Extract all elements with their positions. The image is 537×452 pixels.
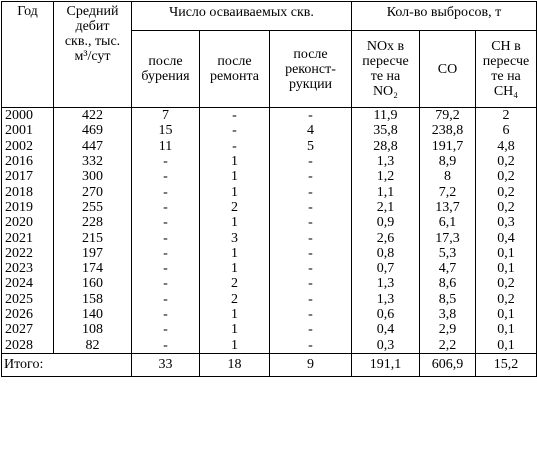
cell-year: 2001 xyxy=(2,123,54,138)
header-ch-line-1: CH в xyxy=(491,39,521,54)
cell-nox: 0,4 xyxy=(352,322,420,337)
totals-ch: 15,2 xyxy=(476,353,537,376)
totals-co: 606,9 xyxy=(420,353,476,376)
cell-drill: - xyxy=(132,154,200,169)
cell-drill: - xyxy=(132,261,200,276)
cell-ch: 0,2 xyxy=(476,169,537,184)
cell-repair: 2 xyxy=(200,200,270,215)
cell-recon: - xyxy=(270,215,352,230)
cell-debit: 469 xyxy=(54,123,132,138)
table-row xyxy=(2,276,537,291)
cell-nox: 0,9 xyxy=(352,215,420,230)
table-body xyxy=(2,108,537,354)
cell-ch: 6 xyxy=(476,123,537,138)
cell-co: 2,9 xyxy=(420,322,476,337)
cell-ch: 2 xyxy=(476,108,537,124)
cell-recon: - xyxy=(270,246,352,261)
cell-repair: - xyxy=(200,108,270,124)
cell-debit: 158 xyxy=(54,292,132,307)
table-row xyxy=(2,108,537,124)
cell-nox: 0,7 xyxy=(352,261,420,276)
cell-co: 6,1 xyxy=(420,215,476,230)
cell-co: 7,2 xyxy=(420,184,476,199)
cell-repair: 1 xyxy=(200,246,270,261)
cell-nox: 2,1 xyxy=(352,200,420,215)
header-co: CO xyxy=(420,31,476,108)
cell-drill: - xyxy=(132,322,200,337)
cell-repair: 2 xyxy=(200,292,270,307)
cell-co: 8,6 xyxy=(420,276,476,291)
cell-debit: 174 xyxy=(54,261,132,276)
table-row xyxy=(2,261,537,276)
cell-year: 2021 xyxy=(2,230,54,245)
cell-ch: 0,1 xyxy=(476,246,537,261)
cell-co: 5,3 xyxy=(420,246,476,261)
cell-repair: - xyxy=(200,123,270,138)
cell-drill: - xyxy=(132,307,200,322)
cell-debit: 197 xyxy=(54,246,132,261)
cell-year: 2023 xyxy=(2,261,54,276)
cell-recon: - xyxy=(270,108,352,124)
cell-debit: 82 xyxy=(54,337,132,353)
cell-nox: 1,2 xyxy=(352,169,420,184)
cell-nox: 1,3 xyxy=(352,276,420,291)
table-row xyxy=(2,154,537,169)
cell-recon: - xyxy=(270,261,352,276)
header-debit-line-2: дебит xyxy=(75,19,110,34)
table-row xyxy=(2,322,537,337)
cell-drill: - xyxy=(132,215,200,230)
table-row xyxy=(2,215,537,230)
cell-recon: - xyxy=(270,337,352,353)
header-after-repair-line-2: ремонта xyxy=(209,69,260,84)
header-nox-line-3: те на xyxy=(370,69,401,84)
table-row xyxy=(2,307,537,322)
cell-drill: - xyxy=(132,292,200,307)
cell-repair: 1 xyxy=(200,169,270,184)
header-after-repair xyxy=(200,31,270,108)
cell-nox: 1,1 xyxy=(352,184,420,199)
cell-debit: 270 xyxy=(54,184,132,199)
header-after-drilling-line-2: бурения xyxy=(141,69,190,84)
header-ch xyxy=(476,31,537,108)
cell-recon: - xyxy=(270,154,352,169)
cell-co: 13,7 xyxy=(420,200,476,215)
header-after-reconstruction xyxy=(270,31,352,108)
cell-year: 2022 xyxy=(2,246,54,261)
cell-debit: 422 xyxy=(54,108,132,124)
cell-ch: 0,1 xyxy=(476,307,537,322)
cell-co: 8,9 xyxy=(420,154,476,169)
table-row xyxy=(2,337,537,353)
cell-co: 8 xyxy=(420,169,476,184)
cell-drill: - xyxy=(132,230,200,245)
cell-repair: 1 xyxy=(200,322,270,337)
cell-ch: 0,1 xyxy=(476,261,537,276)
header-after-reconstruction-line-3: рукции xyxy=(288,76,333,92)
header-debit-line-4: м³/сут xyxy=(74,49,111,64)
cell-debit: 108 xyxy=(54,322,132,337)
cell-recon: 4 xyxy=(270,123,352,138)
cell-drill: - xyxy=(132,246,200,261)
totals-drill: 33 xyxy=(132,353,200,376)
header-nox-line-1: NOх в xyxy=(366,39,405,54)
cell-co: 2,2 xyxy=(420,337,476,353)
header-ch-line-4: CH₄ xyxy=(493,84,519,99)
table-row xyxy=(2,184,537,199)
table-row xyxy=(2,123,537,138)
header-ch-line-3: те на xyxy=(491,69,521,84)
header-nox xyxy=(352,31,420,108)
cell-year: 2028 xyxy=(2,337,54,353)
cell-repair: 1 xyxy=(200,307,270,322)
cell-repair: 2 xyxy=(200,276,270,291)
cell-recon: - xyxy=(270,184,352,199)
header-debit xyxy=(54,2,132,108)
table-row xyxy=(2,139,537,154)
cell-debit: 228 xyxy=(54,215,132,230)
cell-ch: 0,1 xyxy=(476,337,537,353)
cell-year: 2020 xyxy=(2,215,54,230)
header-after-repair-line-1: после xyxy=(217,54,252,69)
cell-nox: 0,8 xyxy=(352,246,420,261)
cell-co: 17,3 xyxy=(420,230,476,245)
cell-recon: - xyxy=(270,307,352,322)
table-row xyxy=(2,169,537,184)
header-row-1 xyxy=(2,2,537,31)
cell-drill: - xyxy=(132,276,200,291)
table-row xyxy=(2,230,537,245)
cell-debit: 140 xyxy=(54,307,132,322)
cell-nox: 1,3 xyxy=(352,292,420,307)
table-row xyxy=(2,292,537,307)
cell-recon: - xyxy=(270,200,352,215)
cell-ch: 0,1 xyxy=(476,322,537,337)
cell-year: 2016 xyxy=(2,154,54,169)
cell-drill: - xyxy=(132,184,200,199)
cell-debit: 215 xyxy=(54,230,132,245)
totals-label: Итого: xyxy=(2,353,132,376)
header-after-drilling-line-1: после xyxy=(148,54,183,69)
header-debit-line-3: скв., тыс. xyxy=(64,34,121,49)
totals-repair: 18 xyxy=(200,353,270,376)
header-after-drilling xyxy=(132,31,200,108)
cell-debit: 255 xyxy=(54,200,132,215)
cell-ch: 0,2 xyxy=(476,276,537,291)
cell-ch: 0,2 xyxy=(476,292,537,307)
totals-nox: 191,1 xyxy=(352,353,420,376)
cell-debit: 300 xyxy=(54,169,132,184)
cell-debit: 160 xyxy=(54,276,132,291)
cell-drill: - xyxy=(132,200,200,215)
cell-repair: 1 xyxy=(200,261,270,276)
cell-nox: 1,3 xyxy=(352,154,420,169)
cell-nox: 0,3 xyxy=(352,337,420,353)
cell-ch: 0,2 xyxy=(476,154,537,169)
emissions-table xyxy=(1,1,537,377)
cell-co: 3,8 xyxy=(420,307,476,322)
header-debit-line-1: Средний xyxy=(66,4,119,19)
cell-repair: 1 xyxy=(200,337,270,353)
cell-recon: - xyxy=(270,292,352,307)
cell-co: 79,2 xyxy=(420,108,476,124)
cell-year: 2017 xyxy=(2,169,54,184)
header-nox-line-4: NO₂ xyxy=(372,84,399,99)
cell-year: 2026 xyxy=(2,307,54,322)
table-row xyxy=(2,246,537,261)
cell-drill: - xyxy=(132,337,200,353)
cell-repair: 1 xyxy=(200,154,270,169)
header-emissions-group: Кол-во выбросов, т xyxy=(352,2,537,31)
cell-co: 191,7 xyxy=(420,139,476,154)
cell-nox: 35,8 xyxy=(352,123,420,138)
cell-nox: 28,8 xyxy=(352,139,420,154)
cell-co: 238,8 xyxy=(420,123,476,138)
header-after-reconstruction-line-2: реконст- xyxy=(285,61,336,77)
header-year: Год xyxy=(2,2,54,108)
cell-debit: 332 xyxy=(54,154,132,169)
cell-ch: 0,2 xyxy=(476,184,537,199)
cell-co: 8,5 xyxy=(420,292,476,307)
cell-co: 4,7 xyxy=(420,261,476,276)
header-ch-line-2: пересче xyxy=(482,54,530,69)
cell-drill: - xyxy=(132,169,200,184)
cell-recon: - xyxy=(270,230,352,245)
cell-nox: 2,6 xyxy=(352,230,420,245)
cell-recon: 5 xyxy=(270,139,352,154)
table-row xyxy=(2,200,537,215)
cell-repair: 1 xyxy=(200,184,270,199)
cell-repair: 1 xyxy=(200,215,270,230)
cell-year: 2000 xyxy=(2,108,54,124)
cell-repair: - xyxy=(200,139,270,154)
cell-year: 2002 xyxy=(2,139,54,154)
header-wells-group: Число осваиваемых скв. xyxy=(132,2,352,31)
cell-ch: 0,2 xyxy=(476,200,537,215)
cell-drill: 11 xyxy=(132,139,200,154)
cell-year: 2027 xyxy=(2,322,54,337)
cell-nox: 11,9 xyxy=(352,108,420,124)
cell-ch: 0,4 xyxy=(476,230,537,245)
cell-year: 2018 xyxy=(2,184,54,199)
cell-debit: 447 xyxy=(54,139,132,154)
cell-year: 2025 xyxy=(2,292,54,307)
cell-year: 2024 xyxy=(2,276,54,291)
header-after-reconstruction-line-1: после xyxy=(293,46,328,62)
header-nox-line-2: пересче xyxy=(362,54,409,69)
cell-ch: 0,3 xyxy=(476,215,537,230)
cell-recon: - xyxy=(270,322,352,337)
totals-row xyxy=(2,353,537,376)
cell-recon: - xyxy=(270,276,352,291)
cell-nox: 0,6 xyxy=(352,307,420,322)
cell-drill: 15 xyxy=(132,123,200,138)
cell-ch: 4,8 xyxy=(476,139,537,154)
cell-drill: 7 xyxy=(132,108,200,124)
cell-repair: 3 xyxy=(200,230,270,245)
totals-recon: 9 xyxy=(270,353,352,376)
cell-year: 2019 xyxy=(2,200,54,215)
cell-recon: - xyxy=(270,169,352,184)
